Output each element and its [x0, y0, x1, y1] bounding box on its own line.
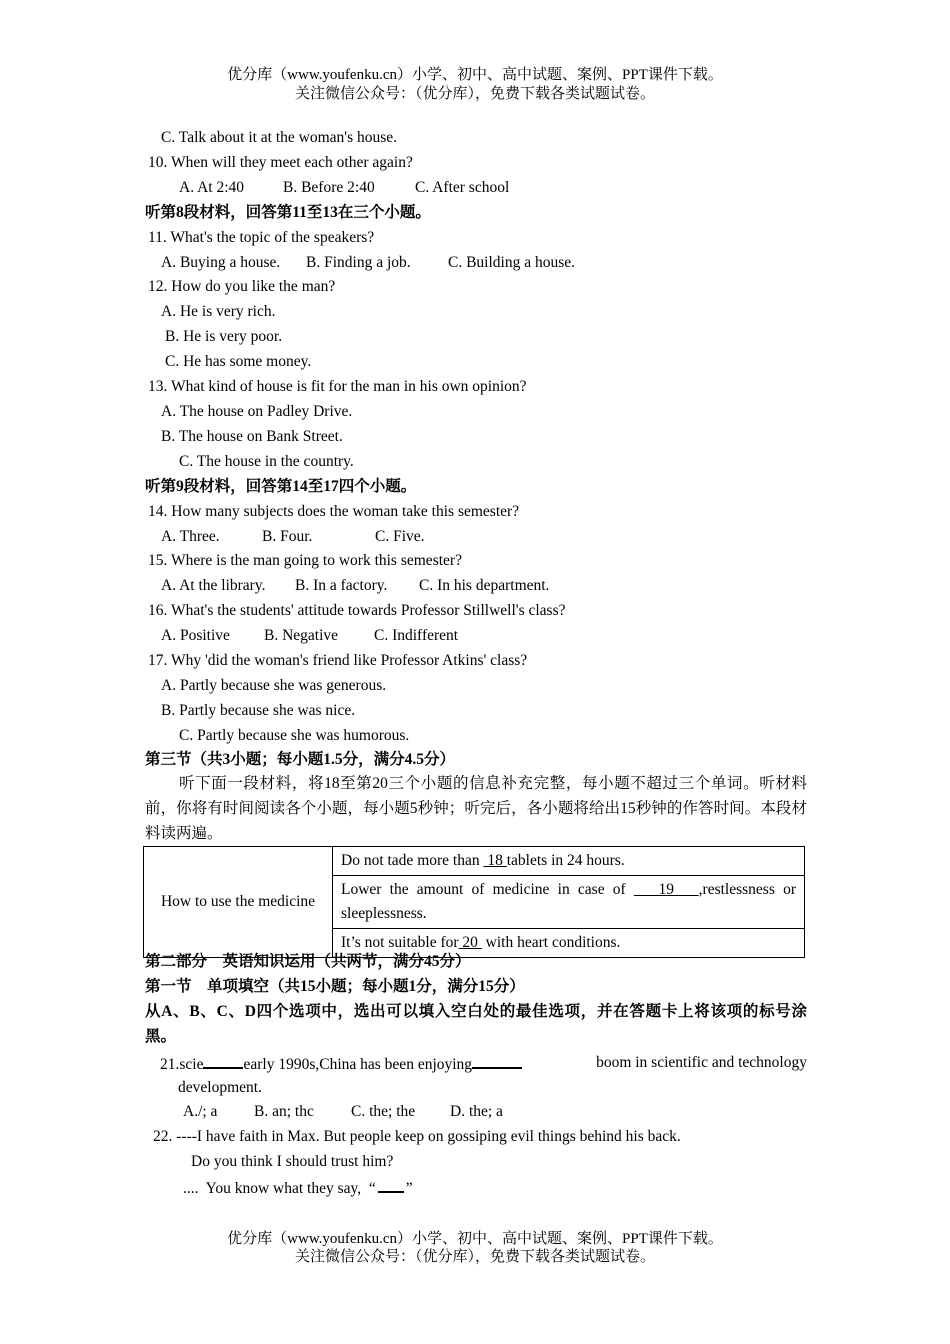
- q13-option-c: C. The house in the country.: [179, 453, 354, 470]
- section8-heading: 听第8段材料，回答第11至13在三个小题。: [145, 204, 431, 221]
- page-footer-line1: 优分库（www.youfenku.cn）小学、初中、高中试题、案例、PPT课件下载。: [227, 1231, 723, 1247]
- q21-stem-line1: 21.scie early 1990s,China has been enjoying boom in scientific and technology: [160, 1054, 807, 1073]
- q10-stem: 10. When will they meet each other again?: [148, 154, 413, 171]
- q16-option-a: A. Positive: [161, 627, 230, 644]
- q22-stem-line2: Do you think I should trust him?: [191, 1153, 394, 1170]
- q16-stem: 16. What's the students' attitude towards Professor Stillwell's class?: [148, 602, 566, 619]
- q9-option-c: C. Talk about it at the woman's house.: [161, 129, 398, 146]
- q12-option-a: A. He is very rich.: [161, 303, 276, 320]
- q15-option-b: B. In a factory.: [295, 577, 388, 594]
- q17-option-b: B. Partly because she was nice.: [161, 702, 356, 719]
- table-cell-row3: It’s not suitable for 20 with heart conditions.: [333, 929, 805, 958]
- page-footer-line2: 关注微信公众号：（优分库），免费下载各类试题试卷。: [294, 1249, 655, 1265]
- q21-option-c: C. the; the: [351, 1103, 416, 1120]
- q17-stem: 17. Why 'did the woman's friend like Professor Atkins' class?: [148, 652, 528, 669]
- part2-section1-heading: 第一节 单项填空（共15小题；每小题1分，满分15分）: [145, 978, 525, 995]
- table-cell-row2: Lower the amount of medicine in case of 19 ,restlessness or sleeplessness.: [333, 876, 805, 929]
- q11-option-b: B. Finding a job.: [306, 254, 411, 271]
- blank-18: 18: [483, 852, 507, 869]
- blank-19: 19: [633, 881, 699, 898]
- q16-option-b: B. Negative: [264, 627, 339, 644]
- q21-option-a: A./; a: [183, 1103, 218, 1120]
- q17-option-c: C. Partly because she was humorous.: [179, 727, 410, 744]
- q11-stem: 11. What's the topic of the speakers?: [148, 229, 375, 246]
- q10-option-c: C. After school: [415, 179, 510, 196]
- q16-option-c: C. Indifferent: [374, 627, 459, 644]
- q14-option-c: C. Five.: [375, 528, 425, 545]
- q17-option-a: A. Partly because she was generous.: [161, 677, 387, 694]
- q21-blank-1: [203, 1053, 243, 1069]
- q14-option-a: A. Three.: [161, 528, 220, 545]
- q14-option-b: B. Four.: [262, 528, 313, 545]
- section9-heading: 听第9段材料，回答第14至17四个小题。: [145, 478, 417, 495]
- page-header-line1: 优分库（www.youfenku.cn）小学、初中、高中试题、案例、PPT课件下载。: [227, 67, 723, 83]
- section3-instructions: 听下面一段材料，将18至第20三个小题的信息补充完整，每小题不超过三个单词。听材料前，你将有时间阅读各个小题，每小题5秒钟；听完后，各小题将给出15秒钟的作答时间。本段材料读两遍。: [145, 775, 807, 842]
- medicine-table: [143, 846, 805, 958]
- q11-option-c: C. Building a house.: [448, 254, 576, 271]
- q12-option-b: B. He is very poor.: [165, 328, 283, 345]
- q22-blank: [378, 1177, 404, 1193]
- q13-option-a: A. The house on Padley Drive.: [161, 403, 353, 420]
- page-header-line2: 关注微信公众号：（优分库），免费下载各类试题试卷。: [294, 86, 655, 102]
- section3-heading: 第三节（共3小题；每小题1.5分，满分4.5分）: [145, 751, 456, 768]
- q21-blank-2: [472, 1053, 522, 1069]
- q14-stem: 14. How many subjects does the woman take this semester?: [148, 503, 520, 520]
- q12-stem: 12. How do you like the man?: [148, 278, 336, 295]
- q22-stem-line3: .... You know what they say, “ ”: [183, 1177, 413, 1199]
- q13-option-b: B. The house on Bank Street.: [161, 428, 343, 445]
- q13-stem: 13. What kind of house is fit for the man in his own opinion?: [148, 378, 527, 395]
- q21-option-b: B. an; thc: [254, 1103, 314, 1120]
- q15-option-c: C. In his department.: [419, 577, 550, 594]
- part2-heading: 第二部分 英语知识运用（共两节，满分45分）: [145, 953, 471, 970]
- q15-option-a: A. At the library.: [161, 577, 266, 594]
- part2-instructions: 从A、B、C、D四个选项中，选出可以填入空白处的最佳选项，并在答题卡上将该项的标号涂黑。: [145, 1003, 807, 1045]
- q10-option-a: A. At 2:40: [179, 179, 245, 196]
- table-row-header: How to use the medicine: [144, 847, 333, 958]
- q10-option-b: B. Before 2:40: [283, 179, 375, 196]
- q21-stem-line2: development.: [178, 1079, 262, 1096]
- table-cell-row1: Do not tade more than 18 tablets in 24 hours.: [333, 847, 805, 876]
- blank-20: 20: [458, 934, 482, 951]
- q22-stem-line1: 22. ----I have faith in Max. But people keep on gossiping evil things behind his back.: [153, 1128, 681, 1145]
- q12-option-c: C. He has some money.: [165, 353, 312, 370]
- q11-option-a: A. Buying a house.: [161, 254, 281, 271]
- q21-option-d: D. the; a: [450, 1103, 503, 1120]
- q15-stem: 15. Where is the man going to work this semester?: [148, 552, 462, 569]
